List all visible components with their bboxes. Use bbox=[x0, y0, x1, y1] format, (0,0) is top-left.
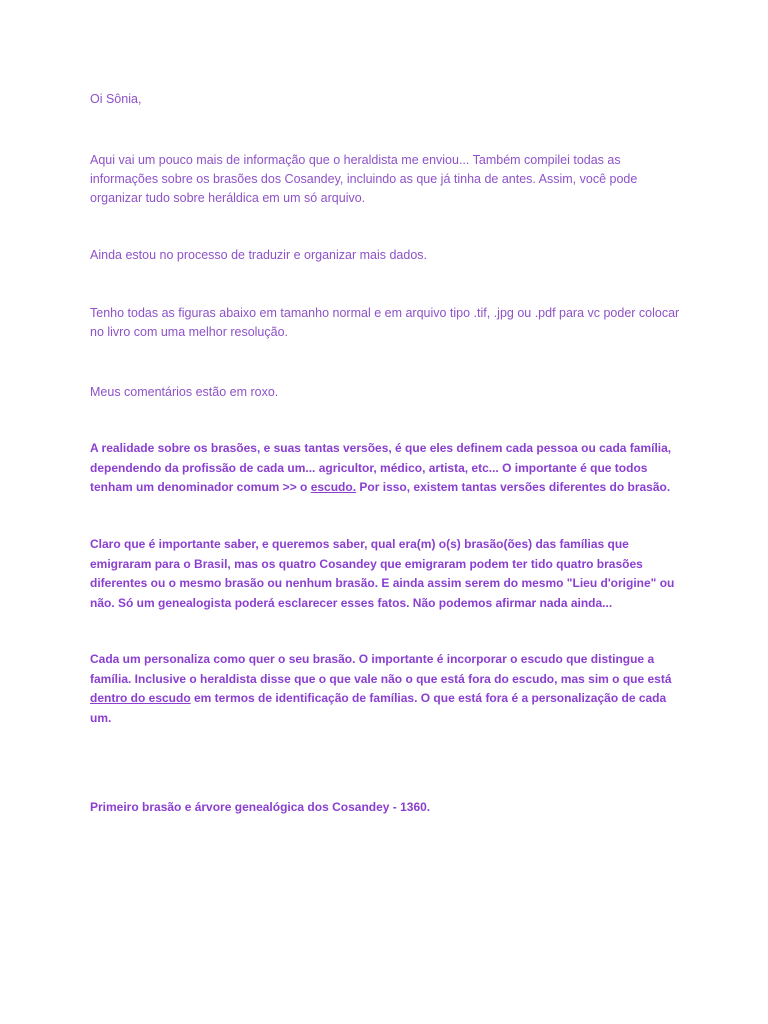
paragraph-emigrant-families: Claro que é importante saber, e queremos saber, qual era(m) o(s) brasão(ões) das famílias que emigraram para o Brasil, mas os quatro Cosandey que emigraram podem ter tido quatro brasões diferentes ou o mesmo brasão ou nenhum brasão. E ainda assim serem do mesmo "Lieu d'origine" ou não. Só um genealogista poderá esclarecer esses fatos. Não podemos afirmar nada ainda... bbox=[90, 537, 675, 610]
underlined-escudo: escudo. bbox=[310, 480, 357, 494]
paragraph-heraldist-info: Aqui vai um pouco mais de informação que o heraldista me enviou... Também compilei todas as informações sobre os brasões dos Cosandey, incluindo as que já tinha de antes. Assim, você pode organizar tudo sobre heráldica em um só arquivo. bbox=[90, 153, 638, 205]
paragraph-reality-of-coats-of-arms bbox=[90, 439, 680, 498]
paragraph-text: Por isso, existem tantas versões diferentes do brasão. bbox=[356, 480, 671, 494]
paragraph-comments-color: Meus comentários estão em roxo. bbox=[90, 385, 279, 399]
greeting: Oi Sônia, bbox=[90, 92, 142, 106]
underlined-dentro-do-escudo: dentro do escudo bbox=[90, 691, 191, 705]
paragraph-figures-resolution: Tenho todas as figuras abaixo em tamanho normal e em arquivo tipo .tif, .jpg ou .pdf para vc poder colocar no livro com uma melhor resolução. bbox=[90, 306, 680, 339]
paragraph-text: Cada um personaliza como quer o seu brasão. O importante é incorporar o escudo que distingue a família. Inclusive o heraldista disse que o que vale não o que está fora do escudo, mas sim o que está bbox=[90, 652, 672, 686]
caption-first-coat-of-arms: Primeiro brasão e árvore genealógica dos Cosandey - 1360. bbox=[90, 800, 431, 814]
paragraph-translation-progress: Ainda estou no processo de traduzir e organizar mais dados. bbox=[90, 248, 427, 262]
paragraph-text: A realidade sobre os brasões, e suas tantas versões, é que eles definem cada pessoa ou cada família, dependendo da profissão de cada um... agricultor, médico, artista, etc... O importante é que todos tenham um denominador comum >> o bbox=[90, 441, 672, 494]
paragraph-text: em termos de identificação de famílias. O que está fora é a personalização de cada um. bbox=[90, 691, 667, 725]
paragraph-personalization bbox=[90, 650, 680, 728]
